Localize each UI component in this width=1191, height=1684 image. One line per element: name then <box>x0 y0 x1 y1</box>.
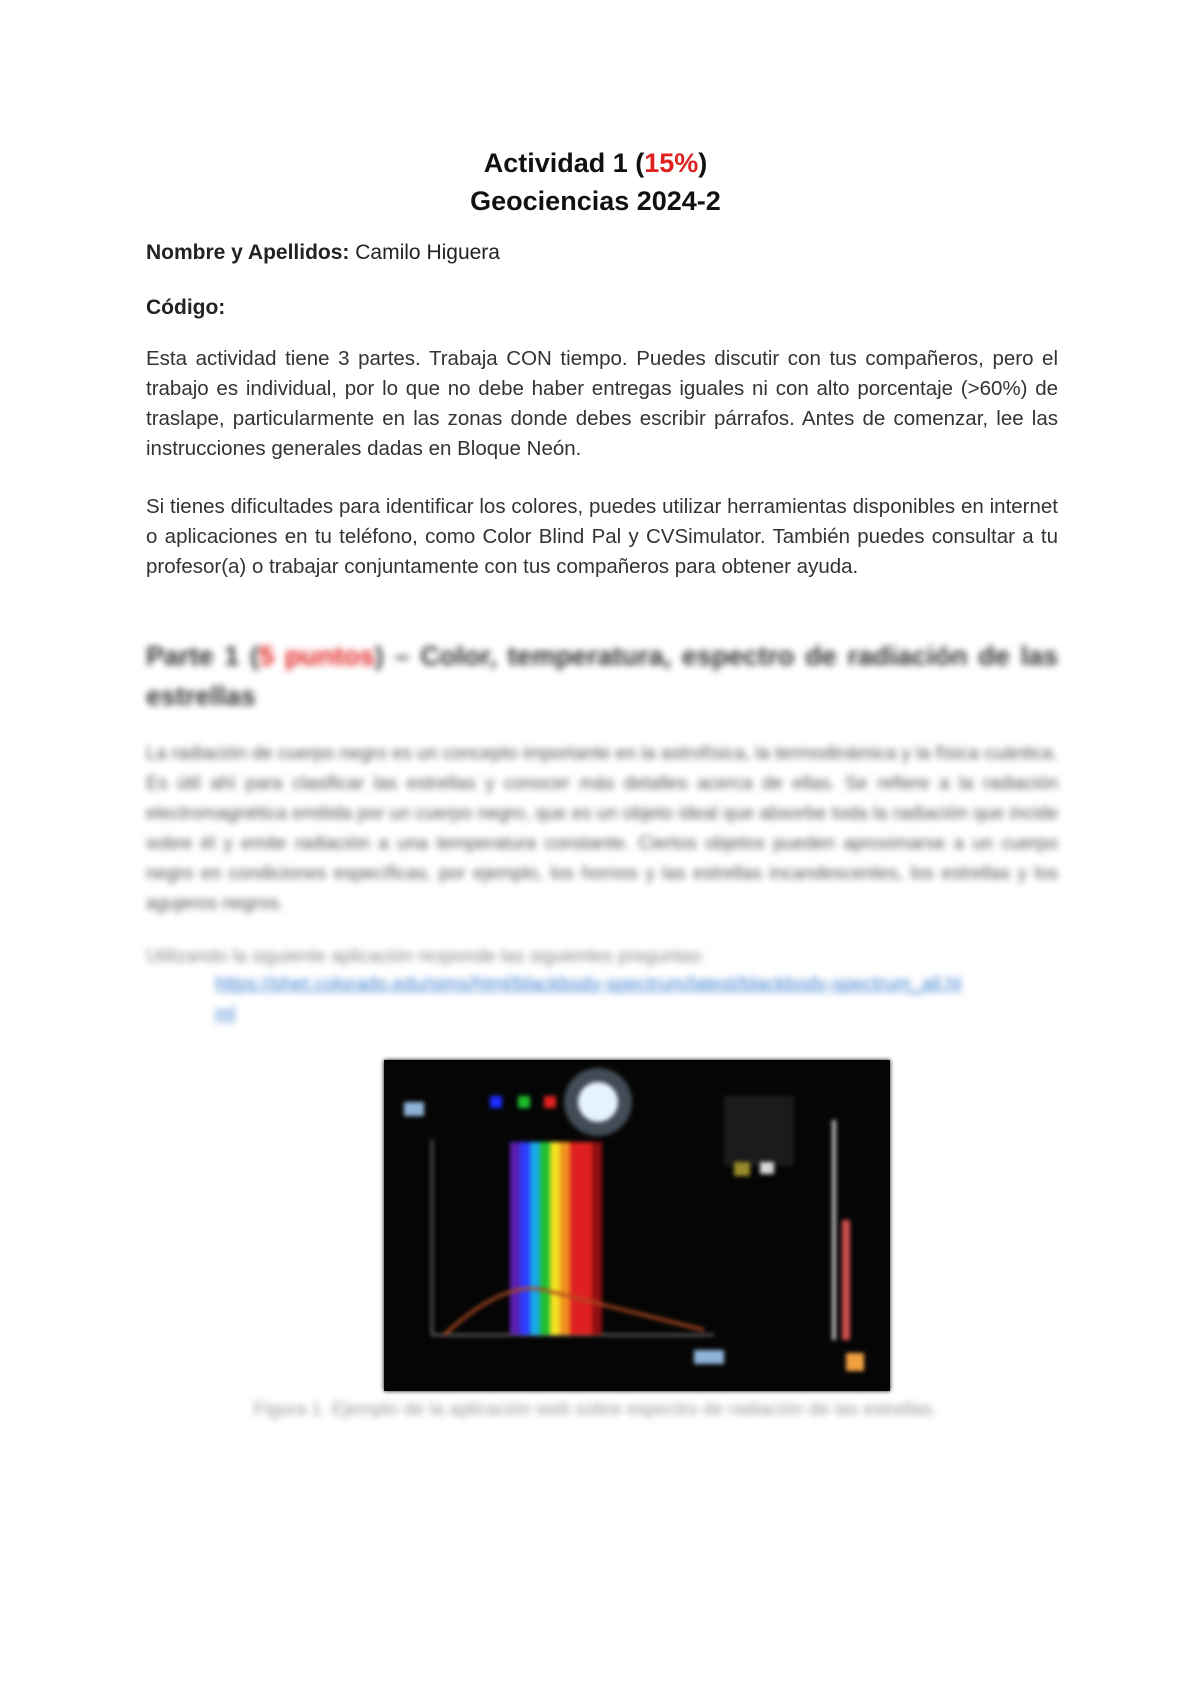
name-label: Nombre y Apellidos: <box>146 241 350 264</box>
figure-caption: Figura 1. Ejemplo de la aplicación web sobre espectro de radiación de las estrellas. <box>253 1398 938 1419</box>
page-subtitle: Geociencias 2024-2 <box>470 186 721 216</box>
simulation-link[interactable]: https://phet.colorado.edu/sims/html/blackbody-spectrum/latest/blackbody-spectrum_all.html <box>215 974 962 1025</box>
page-title: Actividad 1 (15%) <box>483 148 708 178</box>
blackbody-app-screenshot <box>384 1060 890 1391</box>
name-value: Camilo Higuera <box>349 241 500 264</box>
blackbody-app-figure <box>384 1060 890 1391</box>
weight-percent: 15% <box>644 148 699 178</box>
part1-body: La radiación de cuerpo negro es un concepto importante en la astrofísica, la termodinámica y la física cuántica. Es útil ahí para clasificar las estrellas y conocer más detalles acerca de ellas. Se refiere a la radiación electromagnética emitida por un cuerpo negro, que es un objeto ideal que absorbe toda la radiación que incide sobre él y emite radiación a una temperatura constante. Ciertos objetos pueden aproximarse a un cuerpo negro en condiciones específicas, por ejemplo, los hornos y las estrellas incandescentes, los estrellas y los agujeros negros. <box>146 742 1058 913</box>
part1-instruction: Utilizando la siguiente aplicación responde las siguientes preguntas: <box>146 945 706 966</box>
colors-paragraph: Si tienes dificultades para identificar los colores, puedes utilizar herramientas disponibles en internet o aplicaciones en tu teléfono, como Color Blind Pal y CVSimulator. También puedes consultar a tu profesor(a) o trabajar conjuntamente con tus compañeros para obtener ayuda. <box>146 495 1058 578</box>
intro-paragraph: Esta actividad tiene 3 partes. Trabaja CON tiempo. Puedes discutir con tus compañeros, pero el trabajo es individual, por lo que no debe haber entregas iguales ni con alto porcentaje (>60%) de traslape, particularmente en las zonas donde debes escribir párrafos. Antes de comenzar, lee las instrucciones generales dadas en Bloque Neón. <box>146 347 1058 460</box>
part1-heading: Parte 1 (5 puntos) – Color, temperatura, espectro de radiación de las estrellas <box>146 641 1058 711</box>
code-label: Código: <box>146 296 226 319</box>
name-field <box>146 241 500 265</box>
